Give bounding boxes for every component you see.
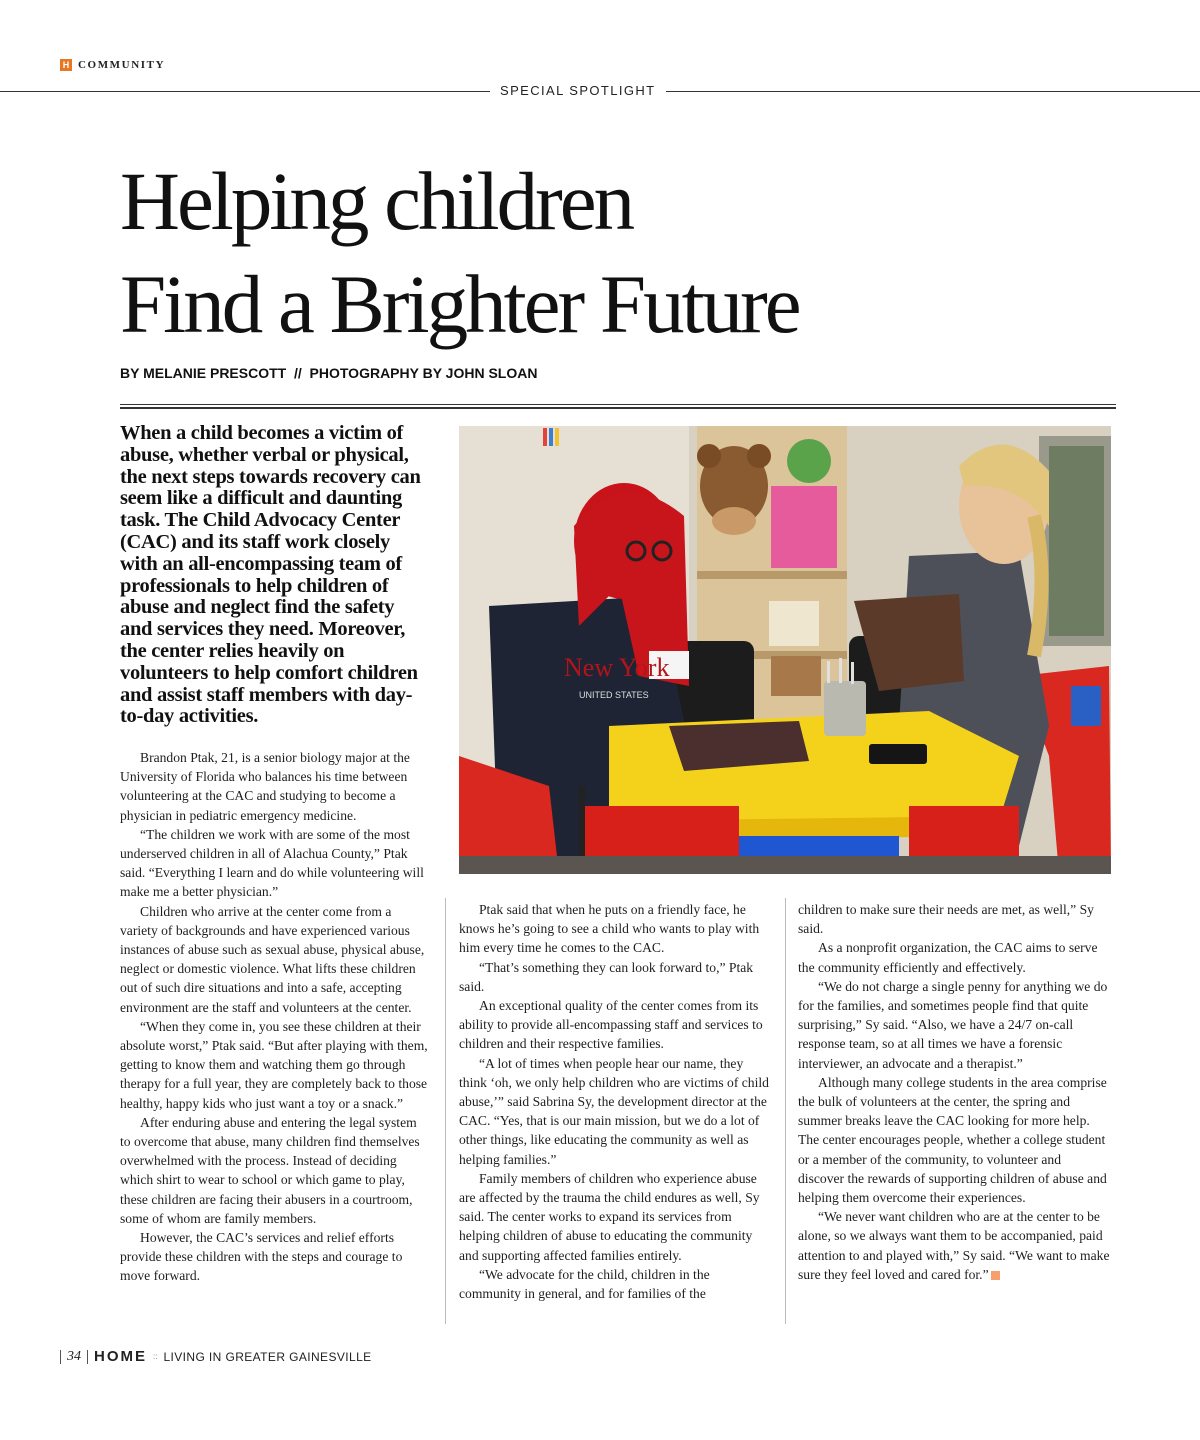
closing-paragraph-text: “We never want children who are at the center to be alone, so we always want them to be accompanied, paid attention to and played with,” Sy said. “We want to make sure they feel loved and cared for.”	[798, 1209, 1110, 1282]
page-number: 34	[67, 1349, 81, 1364]
paragraph: An exceptional quality of the center comes from its ability to provide all-encompassing staff and services to children and their respective families.	[459, 998, 763, 1052]
footer-separator: ::	[153, 1352, 158, 1361]
article-column-2	[459, 900, 771, 1303]
article-photo	[459, 426, 1111, 874]
page-footer	[60, 1349, 372, 1365]
article-column-1	[120, 748, 428, 1286]
footer-divider	[87, 1350, 88, 1364]
paragraph: Family members of children who experience abuse are affected by the trauma the child endures as well, Sy said. The center works to expand its services from helping children of abuse to educating the community and supporting affected families entirely.	[459, 1170, 760, 1263]
tshirt-subtext: UNITED STATES	[579, 690, 649, 700]
header-rule-right	[670, 91, 1200, 92]
column-divider-2	[785, 898, 786, 1324]
paragraph: However, the CAC’s services and relief efforts provide these children with the steps and courage to move forward.	[120, 1230, 403, 1284]
paragraph: Brandon Ptak, 21, is a senior biology major at the University of Florida who balances his time between volunteering at the CAC and studying to become a physician in pediatric emergency medicine.	[120, 750, 410, 823]
spotlight-label: SPECIAL SPOTLIGHT	[500, 83, 656, 98]
column-divider-1	[445, 898, 446, 1324]
tshirt-text: New York	[564, 653, 670, 682]
byline-rule-thick	[120, 407, 1116, 409]
paragraph: “A lot of times when people hear our name, they think ‘oh, we only help children who are victims of child abuse,’” said Sabrina Sy, the development director at the CAC. “Yes, that is our main mission, but we do a lot of other things, like educating the community as well as helping families.”	[459, 1055, 769, 1167]
magazine-tagline: LIVING IN GREATER GAINESVILLE	[163, 1350, 372, 1364]
paragraph: children to make sure their needs are met, as well,” Sy said.	[798, 902, 1094, 937]
byline-rule	[120, 404, 1116, 405]
footer-divider	[60, 1350, 61, 1364]
paragraph: Although many college students in the area comprise the bulk of volunteers at the center, the spring and summer breaks leave the CAC looking for more help. The center encourages people, whether a college student or a member of the community, to volunteer and discover the rewards of supporting children of abuse and helping them overcome their experiences.	[798, 1074, 1107, 1206]
home-logo-icon: H	[60, 59, 72, 71]
magazine-name: HOME	[94, 1348, 147, 1365]
article-column-3	[798, 900, 1110, 1284]
paragraph: Ptak said that when he puts on a friendly face, he knows he’s going to see a child who wants to play with him every time he comes to the CAC.	[459, 902, 760, 956]
paragraph	[798, 1207, 1110, 1284]
header-rule-left	[0, 91, 484, 92]
headline	[120, 150, 1020, 356]
headline-line-1: Helping children	[120, 155, 633, 247]
spotlight-banner	[484, 82, 672, 100]
paragraph: “When they come in, you see these children at their absolute worst,” Ptak said. “But after playing with them, getting to know them and watching them go through therapy for a full year, they are completely back to those healthy, happy kids who just want a toy or a snack.”	[120, 1018, 428, 1111]
paragraph: “We advocate for the child, children in the community in general, and for families of the	[459, 1266, 710, 1302]
headline-line-2: Find a Brighter Future	[120, 257, 799, 350]
intro-deck: When a child becomes a victim of abuse, whether verbal or physical, the next steps towards recovery can seem like a difficult and daunting task. The Child Advocacy Center (CAC) and its staff work closely with an all-encompassing team of professionals to help children of abuse and neglect find the safety and services they need. Moreover, the center relies heavily on volunteers to help comfort children and assist staff members with day-to-day activities.	[120, 422, 421, 728]
section-label: COMMUNITY	[78, 59, 166, 71]
paragraph: After enduring abuse and entering the legal system to overcome that abuse, many children find themselves overwhelmed with the process. Instead of deciding which shirt to wear to school or which game to play, these children are facing their abusers in a courtroom, some of whom are family members.	[120, 1114, 420, 1226]
paragraph: “We do not charge a single penny for anything we do for the families, and sometimes people find that quite surprising,” Sy said. “Also, we have a 24/7 on-call response team, so at all times we have a forensic interviewer, an advocate and a therapist.”	[798, 978, 1108, 1071]
end-mark-icon	[991, 1271, 1000, 1280]
paragraph: Children who arrive at the center come from a variety of backgrounds and have experienced various instances of abuse such as sexual abuse, physical abuse, neglect or domestic violence. What lifts these children out of such dire situations and into a safe, accepting environment are the staff and volunteers at the center.	[120, 903, 425, 1015]
paragraph: As a nonprofit organization, the CAC aims to serve the community efficiently and effectively.	[798, 940, 1098, 975]
byline: BY MELANIE PRESCOTT // PHOTOGRAPHY BY JOHN SLOAN	[120, 365, 538, 381]
paragraph: “That’s something they can look forward to,” Ptak said.	[459, 959, 754, 994]
section-tag	[60, 59, 165, 71]
paragraph: “The children we work with are some of the most underserved children in all of Alachua County,” Ptak said. “Everything I learn and do while volunteering will make me a better physician.”	[120, 826, 424, 900]
